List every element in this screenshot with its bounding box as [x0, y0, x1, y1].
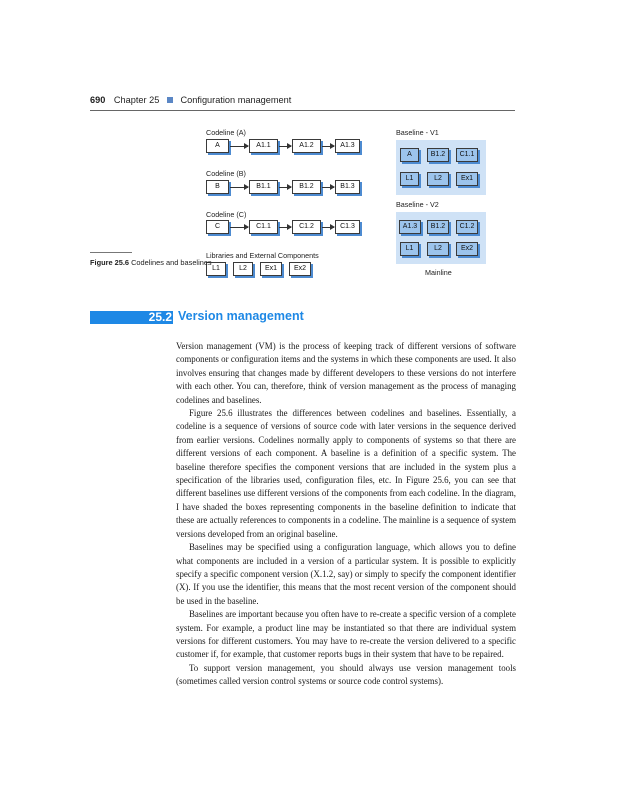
baseline-v2-box: B1.2	[427, 220, 449, 234]
paragraph: Baselines may be specified using a configuration language, which allows you to define what components are included in a version of a particular system. It is possible to explicitly specify a specific component version (X.1.2, say) or simply to specify the component identifier (X). If you use the identifier, this means that the most recent version of the component should be used in the baseline.	[176, 542, 516, 606]
arrow	[279, 227, 291, 228]
codeline-a-box: A	[206, 139, 229, 153]
baseline-v2-box: A1.3	[399, 220, 421, 234]
baseline-v1-box: Ex1	[456, 172, 478, 186]
paragraph: To support version management, you should always use version management tools (sometimes called version control systems or source code control systems).	[176, 662, 516, 687]
baseline-v2-box: C1.2	[456, 220, 478, 234]
arrow	[230, 146, 248, 147]
library-box: Ex1	[260, 262, 282, 276]
arrow	[322, 227, 334, 228]
figure-caption	[90, 258, 212, 268]
codeline-c-box: C1.3	[335, 220, 360, 234]
codeline-b-box: B1.2	[292, 180, 321, 194]
page-number: 690	[90, 95, 106, 105]
codeline-a-box: A1.1	[249, 139, 278, 153]
arrow	[322, 187, 334, 188]
codeline-b-box: B1.1	[249, 180, 278, 194]
baseline-v1-box: L2	[427, 172, 449, 186]
section-title: Version management	[178, 309, 304, 323]
baseline-v1-box: C1.1	[456, 148, 478, 162]
baseline-v2-box: L2	[427, 242, 449, 256]
codeline-a-box: A1.3	[335, 139, 360, 153]
baseline-v1-box: B1.2	[427, 148, 449, 162]
codeline-a-box: A1.2	[292, 139, 321, 153]
library-box: L2	[233, 262, 253, 276]
mainline-label: Mainline	[425, 268, 452, 277]
codeline-b-box: B1.3	[335, 180, 360, 194]
arrow	[279, 146, 291, 147]
paragraph: Figure 25.6 illustrates the differences between codelines and baselines. Essentially, a codeline is a sequence of versions of source code with later versions in the sequence derived from earlier versions. Codelines normally apply to components of systems so that there are different versions of each component. A baseline is a definition of a specific system. The baseline therefore specifies the component versions that are included in the system plus a specification of the libraries used, configuration files, etc. In Figure 25.6, you can see that different baselines use different versions of the components from each codeline. In the diagram, I have shaded the boxes representing components in the baseline definition to indicate that these are actually references to components in a codeline. The mainline is a sequence of system versions developed from an original baseline.	[176, 408, 517, 539]
baseline-v2-box: Ex2	[456, 242, 478, 256]
header-rule	[90, 110, 515, 111]
baseline-v1-box: A	[400, 148, 419, 162]
chapter-label: Chapter 25	[113, 95, 160, 105]
chapter-title: Configuration management	[180, 95, 292, 105]
arrow	[322, 146, 334, 147]
baseline-v2-box: L1	[400, 242, 419, 256]
figure-caption-text: Codelines and baselines	[131, 258, 212, 267]
codeline-c-box: C1.2	[292, 220, 321, 234]
arrow	[279, 187, 291, 188]
body-text	[176, 340, 516, 689]
baseline-v1-box: L1	[400, 172, 419, 186]
codeline-b-label: Codeline (B)	[206, 169, 246, 178]
codeline-c-box: C1.1	[249, 220, 278, 234]
header-square-icon	[167, 97, 173, 103]
codeline-a-label: Codeline (A)	[206, 128, 246, 137]
caption-rule	[90, 252, 132, 253]
running-header	[90, 95, 291, 105]
baseline-v1-label: Baseline - V1	[396, 128, 439, 137]
library-box: L1	[206, 262, 226, 276]
library-box: Ex2	[289, 262, 311, 276]
codeline-c-label: Codeline (C)	[206, 210, 247, 219]
codeline-b-box: B	[206, 180, 229, 194]
libraries-label: Libraries and External Components	[206, 251, 319, 260]
codeline-c-box: C	[206, 220, 229, 234]
baseline-v2-label: Baseline - V2	[396, 200, 439, 209]
figure-number: Figure 25.6	[90, 258, 130, 267]
section-number: 25.2	[148, 310, 172, 324]
paragraph: Version management (VM) is the process of keeping track of different versions of software components or configuration items and the systems in which these components are used. It also involves ensuring that changes made by different developers to these versions do not interfere with each other. You can, therefore, think of version management as the process of managing codelines and baselines.	[176, 341, 516, 405]
arrow	[230, 187, 248, 188]
paragraph: Baselines are important because you often have to re-create a specific version of a complete system. For example, a product line may be instantiated so that there are individual system versions for different customers. You may have to re-create the version delivered to a specific customer if, for example, that customer reports bugs in their system that have to be repaired.	[176, 609, 516, 660]
arrow	[230, 227, 248, 228]
